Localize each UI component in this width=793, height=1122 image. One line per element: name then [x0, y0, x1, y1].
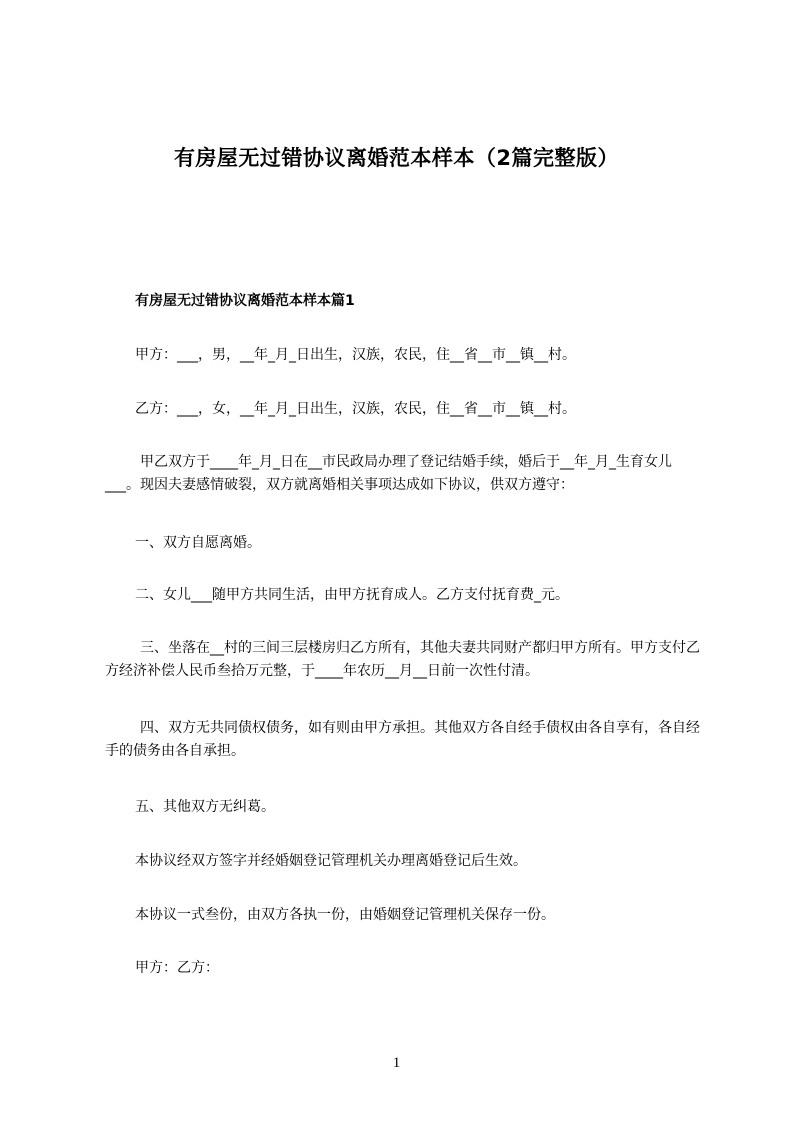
- signature-line: 甲方：乙方：: [135, 960, 219, 976]
- clause-1: 一、双方自愿离婚。: [135, 535, 261, 551]
- party-b-info: 乙方：___，女，__年_月_日出生，汉族，农民，住__省__市__镇__村。: [135, 401, 576, 417]
- clause-2: 二、女儿___随甲方共同生活，由甲方抚育成人。乙方支付抚育费_元。: [135, 587, 569, 603]
- page-number: 1: [392, 1055, 401, 1071]
- section-heading: 有房屋无过错协议离婚范本样本篇1: [135, 293, 355, 309]
- clause-5: 五、其他双方无纠葛。: [135, 799, 275, 815]
- copies-clause: 本协议一式叁份，由双方各执一份，由婚姻登记管理机关保存一份。: [135, 907, 555, 923]
- effectiveness-clause: 本协议经双方签字并经婚姻登记管理机关办理离婚登记后生效。: [135, 853, 527, 869]
- clause-4: 四、双方无共同债权债务，如有则由甲方承担。其他双方各自经手债权由各自享有，各自经手的债务由各自承担。: [105, 720, 700, 759]
- document-title: 有房屋无过错协议离婚范本样本（2篇完整版）: [173, 146, 620, 170]
- clause-3: 三、坐落在__村的三间三层楼房归乙方所有，其他夫妻共同财产都归甲方所有。甲方支付乙方经济补偿人民币叁拾万元整，于____年农历__月__日前一次性付清。: [105, 640, 700, 679]
- marriage-background: 甲乙双方于____年_月_日在__市民政局办理了登记结婚手续，婚后于__年_月_生育女儿___。现因夫妻感情破裂，双方就离婚相关事项达成如下协议，供双方遵守：: [105, 454, 672, 493]
- party-a-info: 甲方：___，男，__年_月_日出生，汉族，农民，住__省__市__镇__村。: [135, 347, 576, 363]
